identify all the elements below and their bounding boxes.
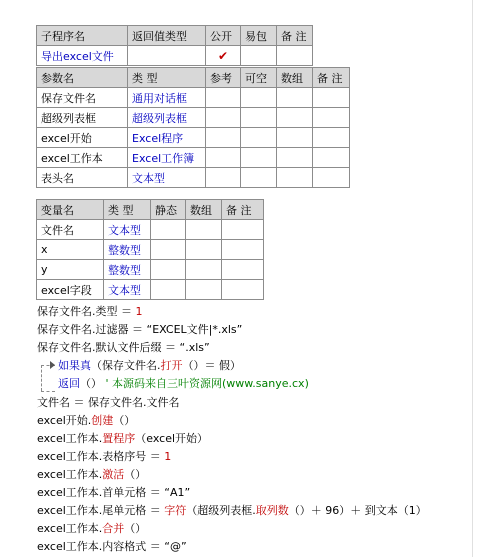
param-ref-cell[interactable]: [206, 88, 241, 108]
header-sub-name: 子程序名: [37, 26, 128, 46]
variable-table: [36, 199, 264, 300]
param-row[interactable]: [37, 148, 350, 168]
var-name-cell[interactable]: 文件名: [37, 220, 104, 240]
param-note-cell[interactable]: [313, 148, 350, 168]
var-row[interactable]: [37, 220, 264, 240]
header-var-note: 备 注: [222, 200, 264, 220]
code-line[interactable]: [37, 502, 427, 520]
code-operator: ＝: [146, 486, 165, 499]
code-line[interactable]: [58, 375, 309, 393]
code-object: 保存文件名.默认文件后缀: [37, 341, 162, 354]
param-type-cell[interactable]: 超级列表框: [128, 108, 206, 128]
code-method: 字符: [164, 504, 187, 517]
subroutine-table: [36, 25, 313, 66]
code-line[interactable]: [37, 430, 208, 448]
param-note-cell[interactable]: [313, 88, 350, 108]
param-null-cell[interactable]: [241, 88, 277, 108]
code-line[interactable]: [58, 357, 241, 375]
code-tail: （）: [124, 522, 147, 535]
var-note-cell[interactable]: [222, 260, 264, 280]
header-var-type: 类 型: [104, 200, 151, 220]
code-line[interactable]: [37, 321, 242, 339]
param-row[interactable]: [37, 88, 350, 108]
code-string: “A1”: [164, 486, 191, 499]
code-tail: （）: [124, 468, 147, 481]
param-name-cell[interactable]: 表头名: [37, 168, 128, 188]
param-row[interactable]: [37, 168, 350, 188]
code-tail: （）＝ 假）: [182, 359, 241, 372]
header-reference: 参考: [206, 68, 241, 88]
header-public: 公开: [206, 26, 241, 46]
easy-pkg-cell[interactable]: [241, 46, 277, 66]
code-method: 创建: [91, 414, 114, 427]
param-array-cell[interactable]: [277, 128, 313, 148]
code-operator: ＝: [161, 341, 180, 354]
var-type-cell[interactable]: 文本型: [104, 280, 151, 300]
code-operator: ＝: [117, 305, 136, 318]
parameter-header-row: [37, 68, 350, 88]
param-type-cell[interactable]: 通用对话框: [128, 88, 206, 108]
param-type-cell[interactable]: Excel程序: [128, 128, 206, 148]
code-number: 1: [164, 450, 172, 463]
code-method: 激活: [102, 468, 125, 481]
header-param-type: 类 型: [128, 68, 206, 88]
code-object: excel工作本.: [37, 432, 103, 445]
param-note-cell[interactable]: [313, 108, 350, 128]
code-object: 保存文件名.类型: [37, 305, 118, 318]
code-object: （超级列表框.: [186, 504, 256, 517]
var-static-cell[interactable]: [151, 240, 186, 260]
code-line[interactable]: [37, 412, 135, 430]
code-line[interactable]: [37, 520, 146, 538]
param-ref-cell[interactable]: [206, 108, 241, 128]
code-operator: ＝: [128, 323, 147, 336]
code-method: 取列数: [255, 504, 289, 517]
return-type-cell[interactable]: [128, 46, 206, 66]
code-object: excel工作本.首单元格: [37, 486, 147, 499]
header-var-name: 变量名: [37, 200, 104, 220]
code-operator: ＝: [146, 450, 165, 463]
code-object: excel工作本.尾单元格 ＝: [37, 504, 165, 517]
var-note-cell[interactable]: [222, 240, 264, 260]
code-object: excel开始.: [37, 414, 92, 427]
var-type-cell[interactable]: 文本型: [104, 220, 151, 240]
code-line[interactable]: [37, 538, 187, 556]
var-array-cell[interactable]: [186, 240, 222, 260]
param-row[interactable]: [37, 108, 350, 128]
var-row[interactable]: [37, 280, 264, 300]
code-string: “.xls”: [179, 341, 210, 354]
var-static-cell[interactable]: [151, 220, 186, 240]
param-array-cell[interactable]: [277, 148, 313, 168]
param-name-cell[interactable]: excel开始: [37, 128, 128, 148]
code-tail: （）: [113, 414, 136, 427]
code-number: 1: [135, 305, 143, 318]
var-type-cell[interactable]: 整数型: [104, 240, 151, 260]
subroutine-row[interactable]: [37, 46, 313, 66]
var-array-cell[interactable]: [186, 280, 222, 300]
header-param-note: 备 注: [313, 68, 350, 88]
code-operator: ＝: [146, 540, 165, 553]
code-tail: （）＋ 96）＋ 到文本（1）: [288, 504, 427, 517]
code-line[interactable]: [37, 484, 190, 502]
param-row[interactable]: [37, 128, 350, 148]
param-null-cell[interactable]: [241, 148, 277, 168]
param-ref-cell[interactable]: [206, 128, 241, 148]
param-array-cell[interactable]: [277, 168, 313, 188]
code-line[interactable]: [37, 394, 180, 412]
param-null-cell[interactable]: [241, 168, 277, 188]
note-cell[interactable]: [277, 46, 313, 66]
code-method: 合并: [102, 522, 125, 535]
keyword-if: 如果真: [58, 359, 91, 372]
var-array-cell[interactable]: [186, 260, 222, 280]
code-object: excel工作本.内容格式: [37, 540, 147, 553]
param-type-cell[interactable]: 文本型: [128, 168, 206, 188]
variable-header-row: [37, 200, 264, 220]
header-nullable: 可空: [241, 68, 277, 88]
var-row[interactable]: [37, 240, 264, 260]
code-string: “EXCEL文件|*.xls”: [146, 323, 243, 336]
flow-line-vertical: [41, 365, 42, 391]
code-object: excel工作本.: [37, 522, 103, 535]
param-name-cell[interactable]: 保存文件名: [37, 88, 128, 108]
param-name-cell[interactable]: 超级列表框: [37, 108, 128, 128]
header-note: 备 注: [277, 26, 313, 46]
var-static-cell[interactable]: [151, 280, 186, 300]
param-note-cell[interactable]: [313, 168, 350, 188]
sub-name-cell[interactable]: 导出excel文件: [37, 46, 128, 66]
header-easy-pkg: 易包: [241, 26, 277, 46]
code-object: 保存文件名.过滤器: [37, 323, 129, 336]
code-line[interactable]: [37, 466, 146, 484]
flow-line-bottom: [41, 391, 55, 392]
var-name-cell[interactable]: excel字段: [37, 280, 104, 300]
code-object: excel工作本.表格序号: [37, 450, 147, 463]
param-null-cell[interactable]: [241, 128, 277, 148]
code-method: 置程序: [102, 432, 136, 445]
var-array-cell[interactable]: [186, 220, 222, 240]
param-array-cell[interactable]: [277, 88, 313, 108]
code-line[interactable]: [37, 448, 171, 466]
subroutine-header-row: [37, 26, 313, 46]
code-object: （保存文件名.: [91, 359, 161, 372]
param-null-cell[interactable]: [241, 108, 277, 128]
var-name-cell[interactable]: y: [37, 260, 104, 280]
public-check-icon[interactable]: ✔: [206, 46, 241, 66]
code-parens: （）: [80, 377, 106, 390]
var-static-cell[interactable]: [151, 260, 186, 280]
window-right-edge: [472, 0, 473, 557]
param-type-cell[interactable]: Excel工作簿: [128, 148, 206, 168]
header-return-type: 返回值类型: [128, 26, 206, 46]
param-note-cell[interactable]: [313, 128, 350, 148]
keyword-return: 返回: [58, 377, 80, 390]
header-param-name: 参数名: [37, 68, 128, 88]
flow-arrow-icon: [50, 361, 55, 369]
code-statement: 文件名 ＝ 保存文件名.文件名: [37, 396, 180, 409]
header-var-array: 数组: [186, 200, 222, 220]
code-string: “@”: [164, 540, 187, 553]
var-note-cell[interactable]: [222, 280, 264, 300]
var-row[interactable]: [37, 260, 264, 280]
var-type-cell[interactable]: 整数型: [104, 260, 151, 280]
param-array-cell[interactable]: [277, 108, 313, 128]
code-method: 打开: [160, 359, 183, 372]
code-tail: （excel开始）: [135, 432, 209, 445]
param-name-cell[interactable]: excel工作本: [37, 148, 128, 168]
code-object: excel工作本.: [37, 468, 103, 481]
code-line[interactable]: [37, 303, 143, 321]
parameter-table: [36, 67, 350, 188]
header-static: 静态: [151, 200, 186, 220]
code-comment: ' 本源码来自三叶资源网(www.sanye.cx): [105, 377, 309, 390]
var-name-cell[interactable]: x: [37, 240, 104, 260]
param-ref-cell[interactable]: [206, 148, 241, 168]
code-line[interactable]: [37, 339, 210, 357]
var-note-cell[interactable]: [222, 220, 264, 240]
header-array: 数组: [277, 68, 313, 88]
param-ref-cell[interactable]: [206, 168, 241, 188]
